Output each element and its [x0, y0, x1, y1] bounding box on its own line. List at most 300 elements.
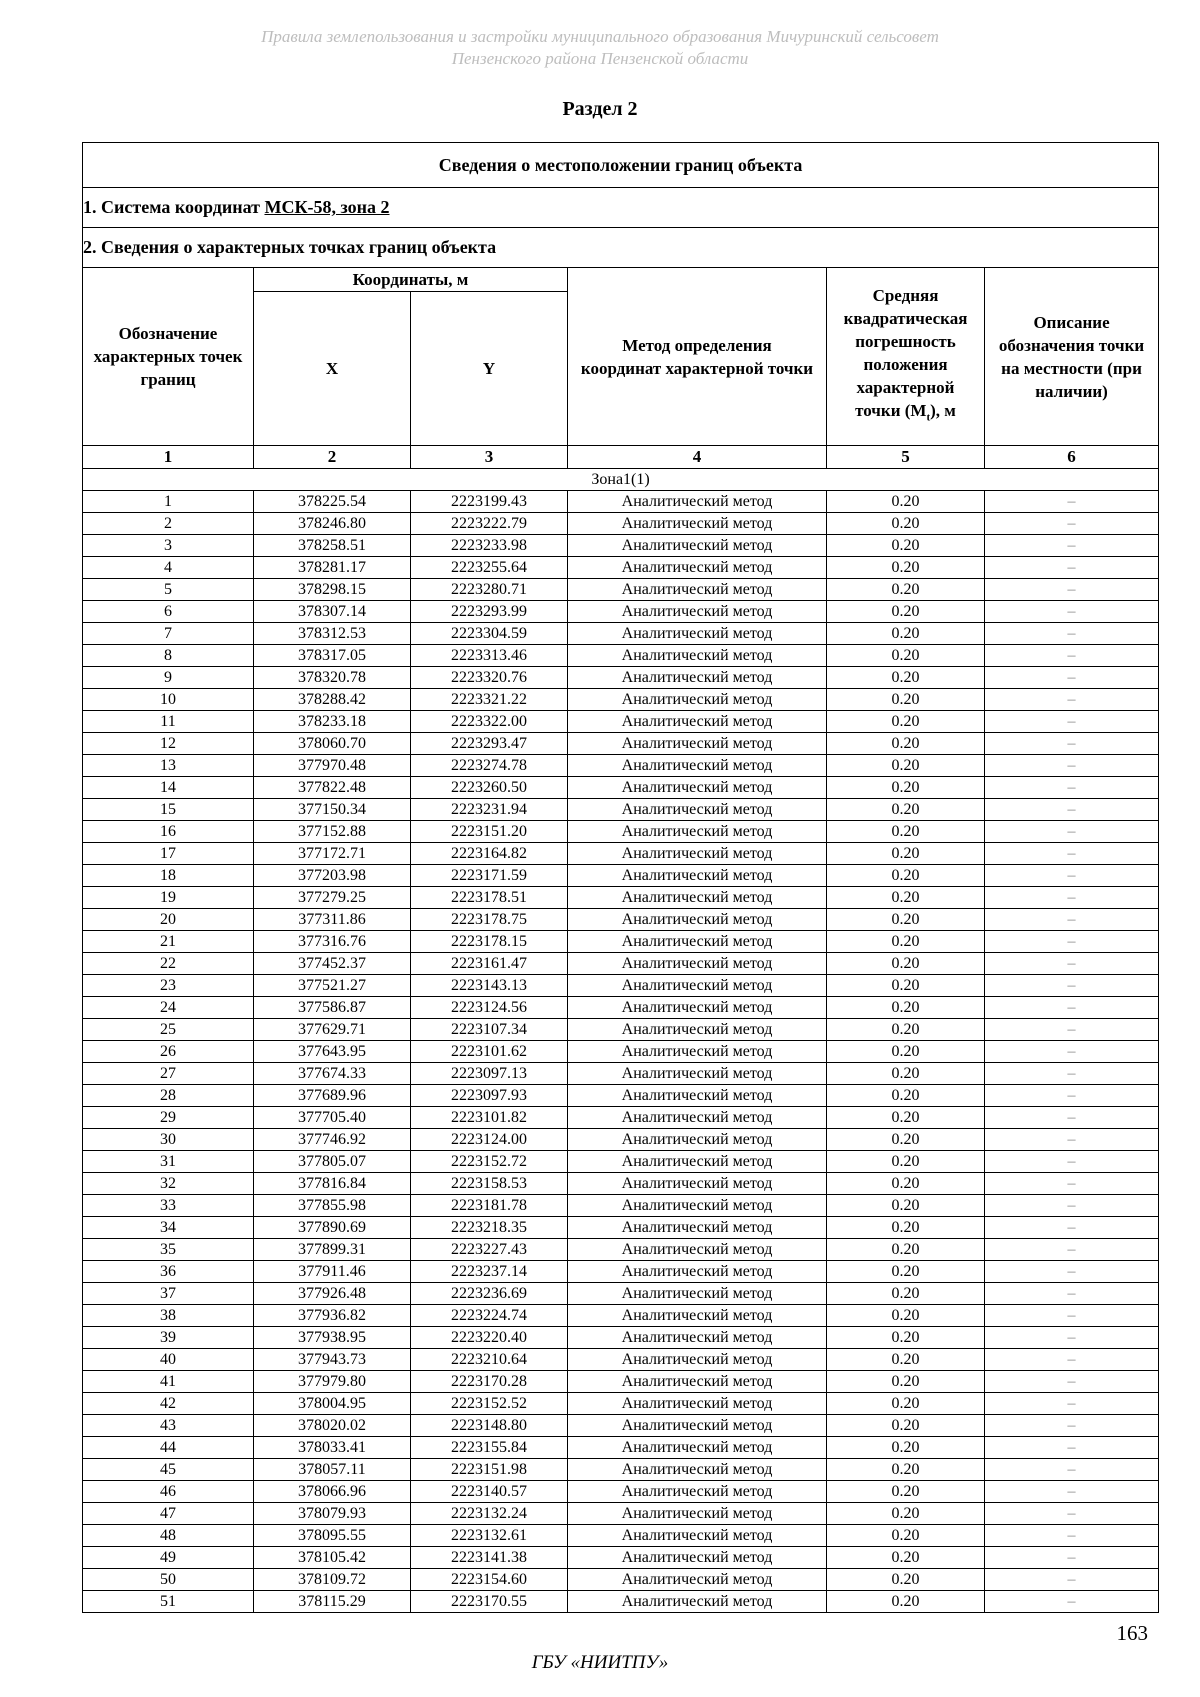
x-coordinate-cell: 378246.80: [254, 513, 411, 535]
point-number-cell: 1: [83, 491, 254, 513]
error-cell: 0.20: [827, 667, 985, 689]
method-cell: Аналитический метод: [568, 1327, 827, 1349]
method-cell: Аналитический метод: [568, 667, 827, 689]
y-coordinate-cell: 2223170.28: [411, 1371, 568, 1393]
method-cell: Аналитический метод: [568, 513, 827, 535]
point-number-cell: 30: [83, 1129, 254, 1151]
coordinate-system-value: МСК-58, зона 2: [264, 197, 390, 217]
point-number-cell: 41: [83, 1371, 254, 1393]
method-cell: Аналитический метод: [568, 1063, 827, 1085]
point-number-cell: 27: [83, 1063, 254, 1085]
description-cell: –: [985, 1063, 1159, 1085]
point-number-cell: 25: [83, 1019, 254, 1041]
table-row: [83, 1305, 1159, 1327]
x-coordinate-cell: 377979.80: [254, 1371, 411, 1393]
y-coordinate-cell: 2223143.13: [411, 975, 568, 997]
description-cell: –: [985, 623, 1159, 645]
method-cell: Аналитический метод: [568, 1349, 827, 1371]
error-cell: 0.20: [827, 1019, 985, 1041]
coordinate-system: [83, 188, 1159, 228]
table-row: [83, 601, 1159, 623]
y-coordinate-cell: 2223224.74: [411, 1305, 568, 1327]
y-coordinate-cell: 2223154.60: [411, 1569, 568, 1591]
y-coordinate-cell: 2223210.64: [411, 1349, 568, 1371]
table-row: [83, 1283, 1159, 1305]
x-coordinate-cell: 377279.25: [254, 887, 411, 909]
description-cell: –: [985, 535, 1159, 557]
point-number-cell: 22: [83, 953, 254, 975]
point-number-cell: 39: [83, 1327, 254, 1349]
x-coordinate-cell: 377822.48: [254, 777, 411, 799]
y-coordinate-cell: 2223155.84: [411, 1437, 568, 1459]
point-number-cell: 18: [83, 865, 254, 887]
table-row: [83, 997, 1159, 1019]
error-cell: 0.20: [827, 1371, 985, 1393]
method-cell: Аналитический метод: [568, 1547, 827, 1569]
table-row: [83, 1217, 1159, 1239]
x-coordinate-cell: 378307.14: [254, 601, 411, 623]
x-coordinate-cell: 378020.02: [254, 1415, 411, 1437]
error-cell: 0.20: [827, 1129, 985, 1151]
y-coordinate-cell: 2223161.47: [411, 953, 568, 975]
table-row: [83, 1085, 1159, 1107]
description-cell: –: [985, 887, 1159, 909]
table-row: [83, 1151, 1159, 1173]
table-row: [83, 1019, 1159, 1041]
point-number-cell: 35: [83, 1239, 254, 1261]
point-number-cell: 9: [83, 667, 254, 689]
error-cell: 0.20: [827, 1283, 985, 1305]
table-row: [83, 1107, 1159, 1129]
y-coordinate-cell: 2223148.80: [411, 1415, 568, 1437]
error-cell: 0.20: [827, 887, 985, 909]
description-cell: –: [985, 667, 1159, 689]
error-cell: 0.20: [827, 557, 985, 579]
point-number-cell: 15: [83, 799, 254, 821]
description-cell: –: [985, 1569, 1159, 1591]
table-row: [83, 513, 1159, 535]
column-number-row: [83, 446, 1159, 469]
x-coordinate-cell: 377805.07: [254, 1151, 411, 1173]
description-cell: –: [985, 733, 1159, 755]
error-cell: 0.20: [827, 1063, 985, 1085]
point-number-cell: 6: [83, 601, 254, 623]
y-coordinate-cell: 2223158.53: [411, 1173, 568, 1195]
error-cell: 0.20: [827, 711, 985, 733]
error-cell: 0.20: [827, 843, 985, 865]
method-cell: Аналитический метод: [568, 865, 827, 887]
table-row: [83, 865, 1159, 887]
description-cell: –: [985, 1041, 1159, 1063]
x-coordinate-cell: 378312.53: [254, 623, 411, 645]
x-coordinate-cell: 377586.87: [254, 997, 411, 1019]
zone-row: [83, 469, 1159, 491]
x-coordinate-cell: 377521.27: [254, 975, 411, 997]
point-number-cell: 20: [83, 909, 254, 931]
point-number-cell: 45: [83, 1459, 254, 1481]
method-cell: Аналитический метод: [568, 975, 827, 997]
point-number-cell: 46: [83, 1481, 254, 1503]
method-cell: Аналитический метод: [568, 733, 827, 755]
x-coordinate-cell: 377689.96: [254, 1085, 411, 1107]
method-cell: Аналитический метод: [568, 1305, 827, 1327]
x-coordinate-cell: 378258.51: [254, 535, 411, 557]
y-coordinate-cell: 2223101.82: [411, 1107, 568, 1129]
x-coordinate-cell: 377899.31: [254, 1239, 411, 1261]
header-point-designation: Обозначение характерных точек границ: [83, 268, 254, 446]
point-number-cell: 40: [83, 1349, 254, 1371]
table-row: [83, 535, 1159, 557]
description-cell: –: [985, 799, 1159, 821]
table-row: [83, 1063, 1159, 1085]
point-number-cell: 21: [83, 931, 254, 953]
description-cell: –: [985, 1371, 1159, 1393]
x-coordinate-cell: 377705.40: [254, 1107, 411, 1129]
y-coordinate-cell: 2223124.00: [411, 1129, 568, 1151]
description-cell: –: [985, 1239, 1159, 1261]
table-row: [83, 1415, 1159, 1437]
y-coordinate-cell: 2223140.57: [411, 1481, 568, 1503]
table-row: [83, 689, 1159, 711]
description-cell: –: [985, 1305, 1159, 1327]
method-cell: Аналитический метод: [568, 777, 827, 799]
y-coordinate-cell: 2223255.64: [411, 557, 568, 579]
y-coordinate-cell: 2223293.47: [411, 733, 568, 755]
y-coordinate-cell: 2223178.51: [411, 887, 568, 909]
error-cell: 0.20: [827, 821, 985, 843]
error-cell: 0.20: [827, 1525, 985, 1547]
method-cell: Аналитический метод: [568, 1525, 827, 1547]
x-coordinate-cell: 378317.05: [254, 645, 411, 667]
error-cell: 0.20: [827, 1041, 985, 1063]
header-x: X: [254, 292, 411, 446]
method-cell: Аналитический метод: [568, 997, 827, 1019]
table-row: [83, 755, 1159, 777]
x-coordinate-cell: 378060.70: [254, 733, 411, 755]
y-coordinate-cell: 2223227.43: [411, 1239, 568, 1261]
y-coordinate-cell: 2223132.24: [411, 1503, 568, 1525]
x-coordinate-cell: 378066.96: [254, 1481, 411, 1503]
error-cell: 0.20: [827, 689, 985, 711]
table-row: [83, 1327, 1159, 1349]
x-coordinate-cell: 377203.98: [254, 865, 411, 887]
table-row: [83, 1041, 1159, 1063]
description-cell: –: [985, 1481, 1159, 1503]
error-cell: 0.20: [827, 997, 985, 1019]
error-cell: 0.20: [827, 1151, 985, 1173]
point-number-cell: 48: [83, 1525, 254, 1547]
method-cell: Аналитический метод: [568, 1195, 827, 1217]
table-row: [83, 1503, 1159, 1525]
point-number-cell: 33: [83, 1195, 254, 1217]
description-cell: –: [985, 1129, 1159, 1151]
method-cell: Аналитический метод: [568, 491, 827, 513]
error-cell: 0.20: [827, 1217, 985, 1239]
description-cell: –: [985, 843, 1159, 865]
table-row: [83, 1195, 1159, 1217]
point-number-cell: 51: [83, 1591, 254, 1613]
error-cell: 0.20: [827, 777, 985, 799]
table-row: [83, 931, 1159, 953]
error-cell: 0.20: [827, 1107, 985, 1129]
table-row: [83, 1393, 1159, 1415]
header-coordinates: Координаты, м: [254, 268, 568, 292]
description-cell: –: [985, 953, 1159, 975]
error-cell: 0.20: [827, 865, 985, 887]
error-cell: 0.20: [827, 1591, 985, 1613]
section-title: Раздел 2: [562, 98, 638, 120]
y-coordinate-cell: 2223304.59: [411, 623, 568, 645]
error-cell: 0.20: [827, 1327, 985, 1349]
method-cell: Аналитический метод: [568, 1085, 827, 1107]
description-cell: –: [985, 1327, 1159, 1349]
y-coordinate-cell: 2223097.93: [411, 1085, 568, 1107]
point-number-cell: 2: [83, 513, 254, 535]
x-coordinate-cell: 377890.69: [254, 1217, 411, 1239]
description-cell: –: [985, 909, 1159, 931]
description-cell: –: [985, 579, 1159, 601]
point-number-cell: 12: [83, 733, 254, 755]
x-coordinate-cell: 378233.18: [254, 711, 411, 733]
description-cell: –: [985, 1503, 1159, 1525]
header-method: Метод определения координат характерной точки: [568, 268, 827, 446]
error-cell: 0.20: [827, 535, 985, 557]
method-cell: Аналитический метод: [568, 689, 827, 711]
table-row: [83, 953, 1159, 975]
table-row: [83, 557, 1159, 579]
method-cell: Аналитический метод: [568, 1591, 827, 1613]
method-cell: Аналитический метод: [568, 821, 827, 843]
description-cell: –: [985, 557, 1159, 579]
method-cell: Аналитический метод: [568, 579, 827, 601]
point-number-cell: 31: [83, 1151, 254, 1173]
error-cell: 0.20: [827, 1481, 985, 1503]
column-number: 4: [568, 446, 827, 469]
y-coordinate-cell: 2223152.52: [411, 1393, 568, 1415]
y-coordinate-cell: 2223132.61: [411, 1525, 568, 1547]
description-cell: –: [985, 1393, 1159, 1415]
y-coordinate-cell: 2223181.78: [411, 1195, 568, 1217]
method-cell: Аналитический метод: [568, 887, 827, 909]
method-cell: Аналитический метод: [568, 953, 827, 975]
y-coordinate-cell: 2223164.82: [411, 843, 568, 865]
x-coordinate-cell: 377911.46: [254, 1261, 411, 1283]
x-coordinate-cell: 377150.34: [254, 799, 411, 821]
column-number: 3: [411, 446, 568, 469]
point-number-cell: 24: [83, 997, 254, 1019]
x-coordinate-cell: 377316.76: [254, 931, 411, 953]
description-cell: –: [985, 1283, 1159, 1305]
table-row: [83, 1261, 1159, 1283]
x-coordinate-cell: 377311.86: [254, 909, 411, 931]
description-cell: –: [985, 1217, 1159, 1239]
error-cell: 0.20: [827, 1415, 985, 1437]
error-cell: 0.20: [827, 1503, 985, 1525]
column-number: 6: [985, 446, 1159, 469]
error-cell: 0.20: [827, 953, 985, 975]
x-coordinate-cell: 378298.15: [254, 579, 411, 601]
column-number: 1: [83, 446, 254, 469]
y-coordinate-cell: 2223152.72: [411, 1151, 568, 1173]
description-cell: –: [985, 1107, 1159, 1129]
table-row: [83, 1349, 1159, 1371]
y-coordinate-cell: 2223107.34: [411, 1019, 568, 1041]
error-cell: 0.20: [827, 1393, 985, 1415]
y-coordinate-cell: 2223101.62: [411, 1041, 568, 1063]
description-cell: –: [985, 1349, 1159, 1371]
y-coordinate-cell: 2223124.56: [411, 997, 568, 1019]
error-cell: 0.20: [827, 755, 985, 777]
error-cell: 0.20: [827, 1349, 985, 1371]
table-row: [83, 1437, 1159, 1459]
y-coordinate-cell: 2223141.38: [411, 1547, 568, 1569]
method-cell: Аналитический метод: [568, 1481, 827, 1503]
method-cell: Аналитический метод: [568, 1415, 827, 1437]
x-coordinate-cell: 378095.55: [254, 1525, 411, 1547]
method-cell: Аналитический метод: [568, 843, 827, 865]
points-title-row: [83, 228, 1159, 268]
x-coordinate-cell: 377943.73: [254, 1349, 411, 1371]
point-number-cell: 43: [83, 1415, 254, 1437]
description-cell: –: [985, 1195, 1159, 1217]
description-cell: –: [985, 1261, 1159, 1283]
point-number-cell: 11: [83, 711, 254, 733]
x-coordinate-cell: 377926.48: [254, 1283, 411, 1305]
description-cell: –: [985, 1459, 1159, 1481]
error-cell: 0.20: [827, 623, 985, 645]
x-coordinate-cell: 377936.82: [254, 1305, 411, 1327]
point-number-cell: 3: [83, 535, 254, 557]
page-number: 163: [1116, 1621, 1148, 1645]
method-cell: Аналитический метод: [568, 1107, 827, 1129]
error-cell: 0.20: [827, 975, 985, 997]
table-row: [83, 1173, 1159, 1195]
method-cell: Аналитический метод: [568, 1261, 827, 1283]
description-cell: –: [985, 1547, 1159, 1569]
point-number-cell: 4: [83, 557, 254, 579]
method-cell: Аналитический метод: [568, 1239, 827, 1261]
x-coordinate-cell: 377172.71: [254, 843, 411, 865]
table-row: [83, 1525, 1159, 1547]
method-cell: Аналитический метод: [568, 601, 827, 623]
description-cell: –: [985, 1415, 1159, 1437]
y-coordinate-cell: 2223170.55: [411, 1591, 568, 1613]
method-cell: Аналитический метод: [568, 1503, 827, 1525]
x-coordinate-cell: 378033.41: [254, 1437, 411, 1459]
method-cell: Аналитический метод: [568, 1283, 827, 1305]
x-coordinate-cell: 377855.98: [254, 1195, 411, 1217]
x-coordinate-cell: 378109.72: [254, 1569, 411, 1591]
table-row: [83, 821, 1159, 843]
table-row: [83, 623, 1159, 645]
table-row: [83, 1371, 1159, 1393]
table-row: [83, 1547, 1159, 1569]
method-cell: Аналитический метод: [568, 535, 827, 557]
y-coordinate-cell: 2223222.79: [411, 513, 568, 535]
point-number-cell: 47: [83, 1503, 254, 1525]
point-number-cell: 10: [83, 689, 254, 711]
error-cell: 0.20: [827, 1305, 985, 1327]
y-coordinate-cell: 2223321.22: [411, 689, 568, 711]
x-coordinate-cell: 377629.71: [254, 1019, 411, 1041]
zone-label: Зона1(1): [83, 469, 1159, 491]
point-number-cell: 7: [83, 623, 254, 645]
error-cell: 0.20: [827, 931, 985, 953]
column-number: 2: [254, 446, 411, 469]
description-cell: –: [985, 1019, 1159, 1041]
x-coordinate-cell: 378281.17: [254, 557, 411, 579]
x-coordinate-cell: 377152.88: [254, 821, 411, 843]
y-coordinate-cell: 2223199.43: [411, 491, 568, 513]
table-row: [83, 777, 1159, 799]
y-coordinate-cell: 2223260.50: [411, 777, 568, 799]
method-cell: Аналитический метод: [568, 1371, 827, 1393]
point-number-cell: 13: [83, 755, 254, 777]
y-coordinate-cell: 2223237.14: [411, 1261, 568, 1283]
method-cell: Аналитический метод: [568, 1217, 827, 1239]
description-cell: –: [985, 1085, 1159, 1107]
description-cell: –: [985, 1525, 1159, 1547]
error-cell: 0.20: [827, 491, 985, 513]
x-coordinate-cell: 377674.33: [254, 1063, 411, 1085]
coordinate-system-row: [83, 188, 1159, 228]
error-cell: 0.20: [827, 1239, 985, 1261]
method-cell: Аналитический метод: [568, 1437, 827, 1459]
points-title: 2. Сведения о характерных точках границ объекта: [83, 228, 1159, 268]
boundary-points-table: [82, 142, 1159, 1613]
point-number-cell: 8: [83, 645, 254, 667]
table-row: [83, 491, 1159, 513]
header-row-1: [83, 268, 1159, 292]
x-coordinate-cell: 378105.42: [254, 1547, 411, 1569]
method-cell: Аналитический метод: [568, 1129, 827, 1151]
page-header-line1: Правила землепользования и застройки муниципального образования Мичуринский сельсовет: [261, 27, 939, 46]
point-number-cell: 28: [83, 1085, 254, 1107]
method-cell: Аналитический метод: [568, 1569, 827, 1591]
point-number-cell: 50: [83, 1569, 254, 1591]
point-number-cell: 19: [83, 887, 254, 909]
description-cell: –: [985, 711, 1159, 733]
page-header: [0, 26, 1200, 70]
method-cell: Аналитический метод: [568, 623, 827, 645]
point-number-cell: 17: [83, 843, 254, 865]
description-cell: –: [985, 1437, 1159, 1459]
description-cell: –: [985, 1591, 1159, 1613]
point-number-cell: 38: [83, 1305, 254, 1327]
x-coordinate-cell: 378004.95: [254, 1393, 411, 1415]
x-coordinate-cell: 377452.37: [254, 953, 411, 975]
description-cell: –: [985, 513, 1159, 535]
table-row: [83, 887, 1159, 909]
table-row: [83, 1129, 1159, 1151]
method-cell: Аналитический метод: [568, 1173, 827, 1195]
table-row: [83, 909, 1159, 931]
y-coordinate-cell: 2223320.76: [411, 667, 568, 689]
method-cell: Аналитический метод: [568, 931, 827, 953]
method-cell: Аналитический метод: [568, 1151, 827, 1173]
table-row: [83, 711, 1159, 733]
x-coordinate-cell: 378057.11: [254, 1459, 411, 1481]
point-number-cell: 37: [83, 1283, 254, 1305]
method-cell: Аналитический метод: [568, 799, 827, 821]
error-cell: 0.20: [827, 799, 985, 821]
point-number-cell: 14: [83, 777, 254, 799]
description-cell: –: [985, 689, 1159, 711]
point-number-cell: 26: [83, 1041, 254, 1063]
coordinate-system-label: 1. Система координат: [83, 197, 265, 217]
description-cell: –: [985, 755, 1159, 777]
point-number-cell: 44: [83, 1437, 254, 1459]
